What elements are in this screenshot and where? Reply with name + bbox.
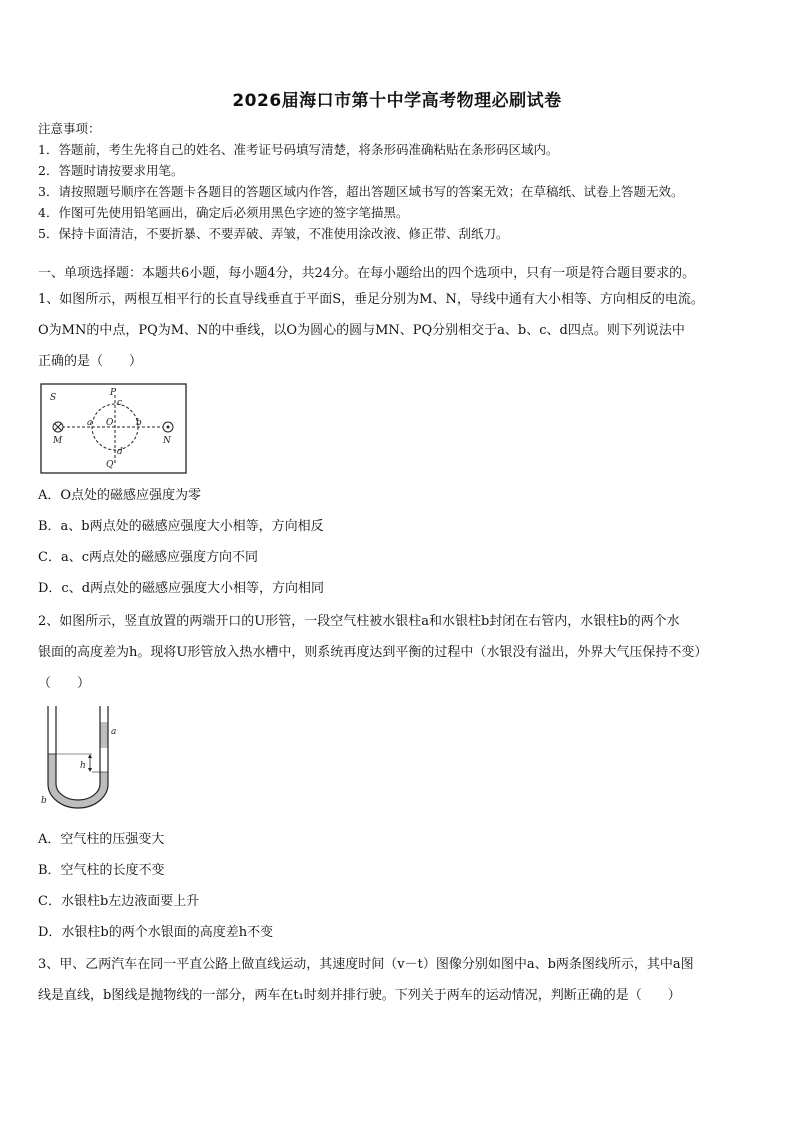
notice-item: 2．答题时请按要求用笔。 (38, 163, 184, 178)
fig-label-S: S (50, 393, 57, 403)
q2-option-a: A．空气柱的压强变大 (38, 832, 165, 847)
section-heading: 一、单项选择题：本题共6小题，每小题4分，共24分。在每小题给出的四个选项中，只有一项是符合题目要求的。 (38, 266, 696, 281)
fig-label-M: M (53, 436, 63, 446)
fig-label-P: P (110, 388, 117, 398)
q1-stem-line: O为MN的中点，PQ为M、N的中垂线，以O为圆心的圆与MN、PQ分别相交于a、b、c、d四点。则下列说法中 (38, 323, 685, 338)
q1-figure (40, 383, 188, 475)
q1-option-d: D．c、d两点处的磁感应强度大小相等，方向相同 (38, 581, 325, 596)
q2-option-c: C．水银柱b左边液面要上升 (38, 894, 200, 909)
q3-stem-line: 3、甲、乙两汽车在同一平直公路上做直线运动，其速度时间（v－t）图像分别如图中a、b两条图线所示，其中a图 (38, 957, 694, 972)
fig-label-b: b (136, 418, 142, 428)
page-title: 2026届海口市第十中学高考物理必刷试卷 (232, 91, 562, 111)
fig-label-N: N (163, 436, 171, 446)
notice-item: 4．作图可先使用铅笔画出，确定后必须用黑色字迹的签字笔描黑。 (38, 205, 409, 220)
notice-heading: 注意事项： (38, 121, 101, 136)
fig-label-h: h (80, 761, 86, 771)
fig-label-d: d (117, 447, 123, 457)
q1-option-c: C．a、c两点处的磁感应强度方向不同 (38, 550, 258, 565)
q3-stem-line: 线是直线，b图线是抛物线的一部分，两车在t₁时刻并排行驶。下列关于两车的运动情况，判断正确的是（ ） (38, 988, 681, 1003)
cross-wire-icon (53, 422, 63, 432)
fig-label-c: c (117, 398, 123, 408)
q1-option-b: B．a、b两点处的磁感应强度大小相等，方向相反 (38, 519, 324, 534)
q2-utube-figure (38, 702, 120, 812)
dot-wire-icon (163, 422, 173, 432)
q2-option-b: B．空气柱的长度不变 (38, 863, 165, 878)
q2-stem-line: 2、如图所示，竖直放置的两端开口的U形管，一段空气柱被水银柱a和水银柱b封闭在右管内，水银柱b的两个水 (38, 614, 680, 629)
q2-stem-line: 银面的高度差为h。现将U形管放入热水槽中，则系统再度达到平衡的过程中（水银没有溢出，外界大气压保持不变） (38, 645, 708, 660)
q1-stem-line: 正确的是（ ） (38, 354, 143, 369)
notice-item: 3．请按照题号顺序在答题卡各题目的答题区域内作答，超出答题区域书写的答案无效；在草稿纸、试卷上答题无效。 (38, 184, 684, 199)
fig-label-a: a (111, 727, 117, 737)
q2-stem-line: （ ） (38, 676, 91, 691)
fig-label-O: O (106, 418, 114, 428)
notice-item: 5．保持卡面清洁，不要折暴、不要弄破、弄皱，不准使用涂改液、修正带、刮纸刀。 (38, 226, 509, 241)
q2-option-d: D．水银柱b的两个水银面的高度差h不变 (38, 925, 274, 940)
notice-item: 1．答题前，考生先将自己的姓名、准考证号码填写清楚，将条形码准确粘贴在条形码区域内。 (38, 142, 559, 157)
fig-label-Q: Q (106, 460, 114, 470)
q1-option-a: A．O点处的磁感应强度为零 (38, 488, 202, 503)
q1-stem-line: 1、如图所示，两根互相平行的长直导线垂直于平面S，垂足分别为M、N，导线中通有大小相等、方向相反的电流。 (38, 292, 704, 307)
fig-label-a: a (87, 418, 93, 428)
fig-label-b: b (41, 796, 47, 806)
